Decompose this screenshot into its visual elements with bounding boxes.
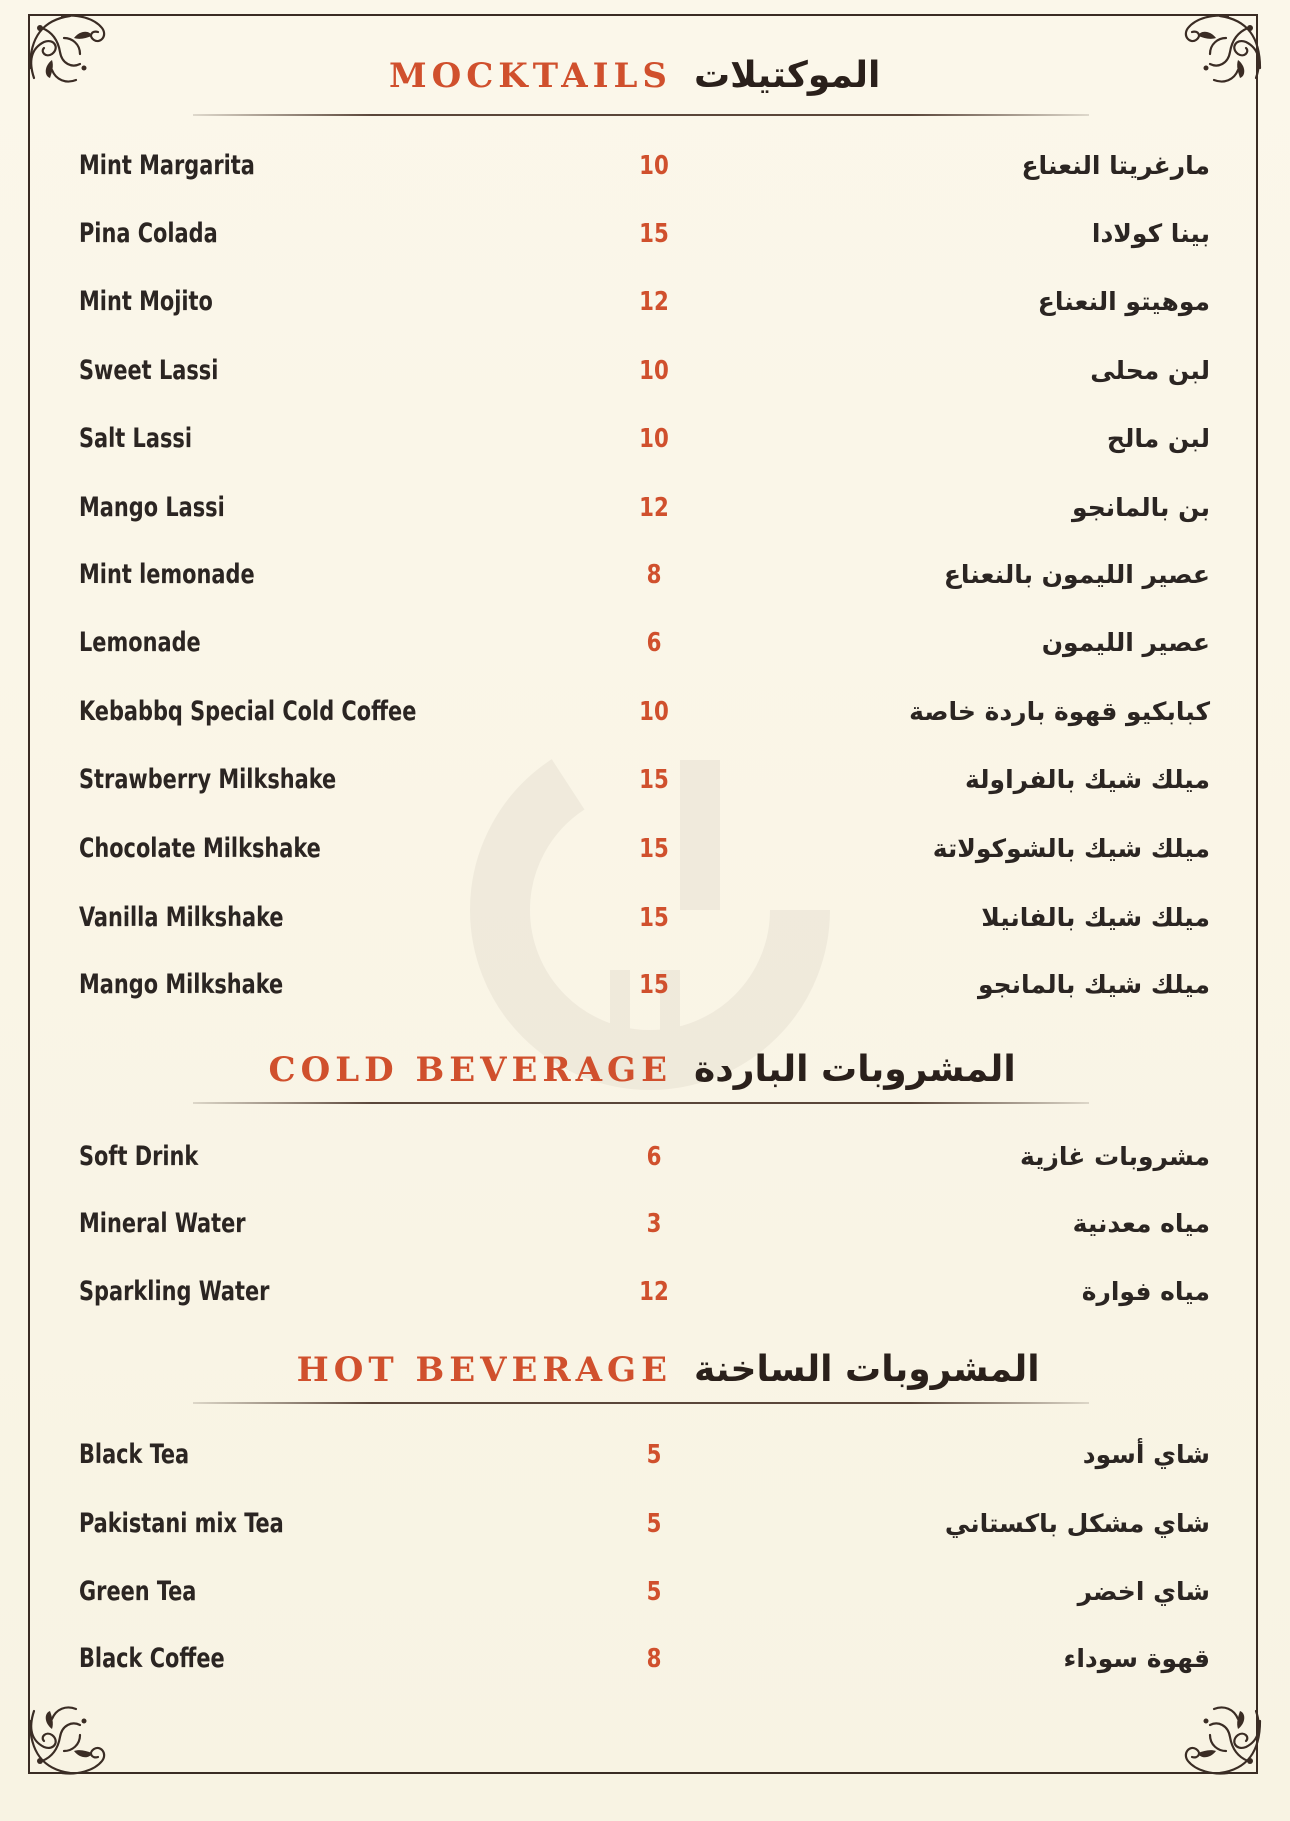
item-name: Sweet Lassi [79,355,219,386]
item-price: 3 [646,1209,662,1239]
item-name-ar: ميلك شيك بالفانيلا [981,903,1210,932]
menu-item [0,692,1290,732]
menu-item [0,488,1290,528]
item-name-ar: بن بالمانجو [1072,493,1210,522]
floral-corner-ornament-icon [22,1681,122,1781]
menu-item [0,146,1290,186]
menu-item [0,1435,1290,1475]
item-price: 10 [639,356,669,386]
item-name-ar: عصير الليمون بالنعناع [943,560,1210,589]
section-divider [193,1102,1089,1104]
item-price: 8 [646,560,662,590]
item-name: Mineral Water [79,1208,246,1239]
item-price: 5 [646,1440,662,1470]
item-name: Green Tea [79,1576,197,1607]
item-name-ar: مياه فوارة [1081,1277,1210,1306]
item-name: Sparkling Water [79,1276,270,1307]
section-title-ar: المشروبات الباردة [694,1049,1016,1090]
item-price: 6 [646,628,662,658]
item-name: Chocolate Milkshake [79,833,321,864]
menu-item [0,419,1290,459]
item-price: 15 [639,765,669,795]
item-price: 12 [639,1277,669,1307]
item-name: Mango Milkshake [79,969,284,1000]
item-name-ar: مارغريتا النعناع [1021,151,1210,180]
item-price: 12 [639,287,669,317]
item-name: Lemonade [79,627,201,658]
item-name-ar: مشروبات غازية [1019,1142,1210,1171]
item-price: 12 [639,493,669,523]
section-title-en: HOT BEVERAGE [296,1350,672,1390]
section-title-ar: المشروبات الساخنة [694,1349,1040,1390]
menu-item [0,965,1290,1005]
item-name: Pakistani mix Tea [79,1508,284,1539]
item-name: Black Coffee [79,1643,225,1674]
item-price: 10 [639,151,669,181]
section-title-ar: الموكتيلات [694,55,881,96]
item-name: Salt Lassi [79,423,192,454]
item-price: 10 [639,424,669,454]
item-name-ar: ميلك شيك بالمانجو [977,970,1210,999]
item-price: 15 [639,970,669,1000]
item-name-ar: قهوة سوداء [1063,1644,1210,1673]
menu-item [0,898,1290,938]
section-header-cold-beverage [0,1046,1290,1106]
item-name-ar: لبن محلى [1090,356,1210,385]
menu-item [0,555,1290,595]
menu-item [0,1504,1290,1544]
floral-corner-ornament-icon [1168,1681,1268,1781]
item-name-ar: شاي اخضر [1077,1577,1210,1606]
menu-item [0,1204,1290,1244]
section-title-en: COLD BEVERAGE [268,1050,672,1090]
menu-item [0,760,1290,800]
item-name-ar: لبن مالح [1106,424,1210,453]
section-header-hot-beverage [0,1346,1290,1406]
item-name: Kebabbq Special Cold Coffee [79,696,417,727]
menu-item [0,1137,1290,1177]
menu-item [0,351,1290,391]
item-name: Mint lemonade [79,559,255,590]
item-price: 5 [646,1509,662,1539]
item-price: 15 [639,903,669,933]
menu-item [0,282,1290,322]
menu-item [0,1272,1290,1312]
item-price: 15 [639,219,669,249]
item-name-ar: عصير الليمون [1041,628,1210,657]
item-name-ar: شاي مشكل باكستاني [944,1509,1210,1538]
item-name-ar: بينا كولادا [1091,219,1210,248]
item-name-ar: موهيتو النعناع [1037,287,1210,316]
item-name: Black Tea [79,1439,190,1470]
item-name-ar: شاي أسود [1082,1440,1210,1469]
section-divider [193,114,1089,116]
menu-item [0,623,1290,663]
menu-item [0,1639,1290,1679]
item-name-ar: كبابكيو قهوة باردة خاصة [909,697,1210,726]
item-name: Pina Colada [79,218,218,249]
item-price: 5 [646,1577,662,1607]
item-name-ar: ميلك شيك بالفراولة [964,765,1210,794]
menu-item [0,829,1290,869]
item-price: 6 [646,1142,662,1172]
item-name-ar: مياه معدنية [1072,1209,1210,1238]
section-header-mocktails [0,52,1290,112]
menu-item [0,214,1290,254]
item-name: Mango Lassi [79,492,225,523]
item-price: 10 [639,697,669,727]
item-name: Strawberry Milkshake [79,764,337,795]
item-name: Mint Margarita [79,150,255,181]
item-name-ar: ميلك شيك بالشوكولاتة [932,834,1210,863]
item-price: 8 [646,1644,662,1674]
item-name: Vanilla Milkshake [79,902,284,933]
section-title-en: MOCKTAILS [388,56,672,96]
item-name: Mint Mojito [79,286,213,317]
menu-item [0,1572,1290,1612]
section-divider [193,1402,1089,1404]
item-name: Soft Drink [79,1141,199,1172]
item-price: 15 [639,834,669,864]
